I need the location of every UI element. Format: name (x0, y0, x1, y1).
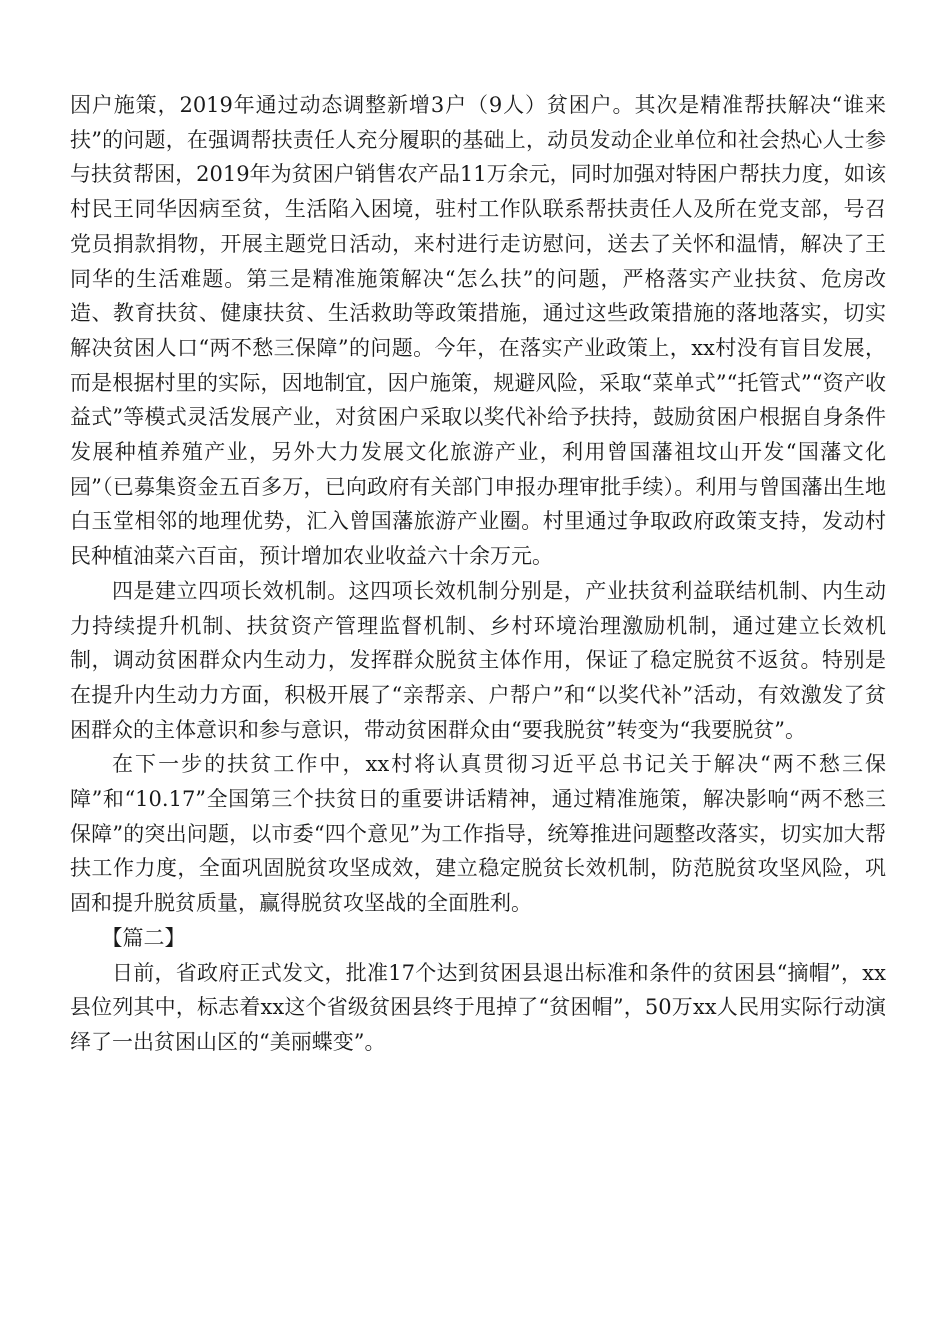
paragraph-county-announcement: 日前，省政府正式发文，批准17个达到贫困县退出标准和条件的贫困县“摘帽”，xx县位列其中，标志着xx这个省级贫困县终于甩掉了“贫困帽”，50万xx人民用实际行动演绎了一出贫困山区的“美丽蝶变”。 (70, 960, 886, 1054)
paragraph-long-term-mechanisms: 四是建立四项长效机制。这四项长效机制分别是，产业扶贫利益联结机制、内生动力持续提升机制、扶贫资产管理监督机制、乡村环境治理激励机制，通过建立长效机制，调动贫困群众内生动力，发挥群众脱贫主体作用，保证了稳定脱贫不返贫。特别是在提升内生动力方面，积极开展了“亲帮亲、户帮户”和“以奖代补”活动，有效激发了贫困群众的主体意识和参与意识，带动贫困群众由“要我脱贫”转变为“我要脱贫”。 (70, 578, 886, 742)
paragraph-next-steps: 在下一步的扶贫工作中，xx村将认真贯彻习近平总书记关于解决“两不愁三保障”和“10.17”全国第三个扶贫日的重要讲话精神，通过精准施策，解决影响“两不愁三保障”的突出问题，以市委“四个意见”为工作指导，统筹推进问题整改落实，切实加大帮扶工作力度，全面巩固脱贫攻坚成效，建立稳定脱贫长效机制，防范脱贫攻坚风险，巩固和提升脱贫质量，赢得脱贫攻坚战的全面胜利。 (70, 752, 886, 916)
paragraph-poverty-measures: 因户施策，2019年通过动态调整新增3户（9人）贫困户。其次是精准帮扶解决“谁来扶”的问题，在强调帮扶责任人充分履职的基础上，动员发动企业单位和社会热心人士参与扶贫帮困，2019年为贫困户销售农产品11万余元，同时加强对特困户帮扶力度，如该村民王同华因病至贫，生活陷入困境，驻村工作队联系帮扶责任人及所在党支部，号召党员捐款捐物，开展主题党日活动，来村进行走访慰问，送去了关怀和温情，解决了王同华的生活难题。第三是精准施策解决“怎么扶”的问题，严格落实产业扶贫、危房改造、教育扶贫、健康扶贫、生活救助等政策措施，通过这些政策措施的落地落实，切实解决贫困人口“两不愁三保障”的问题。今年，在落实产业政策上，xx村没有盲目发展，而是根据村里的实际，因地制宜，因户施策，规避风险，采取“菜单式”“托管式”“资产收益式”等模式灵活发展产业，对贫困户采取以奖代补给予扶持，鼓励贫困户根据自身条件发展种植养殖产业，另外大力发展文化旅游产业，利用曾国藩祖坟山开发“国藩文化园”（已募集资金五百多万，已向政府有关部门申报办理审批手续）。利用与曾国藩出生地白玉堂相邻的地理优势，汇入曾国藩旅游产业圈。村里通过争取政府政策支持，发动村民种植油菜六百亩，预计增加农业收益六十余万元。 (70, 93, 886, 569)
section-heading: 【篇二】 (101, 925, 186, 950)
document-body (70, 88, 886, 1060)
